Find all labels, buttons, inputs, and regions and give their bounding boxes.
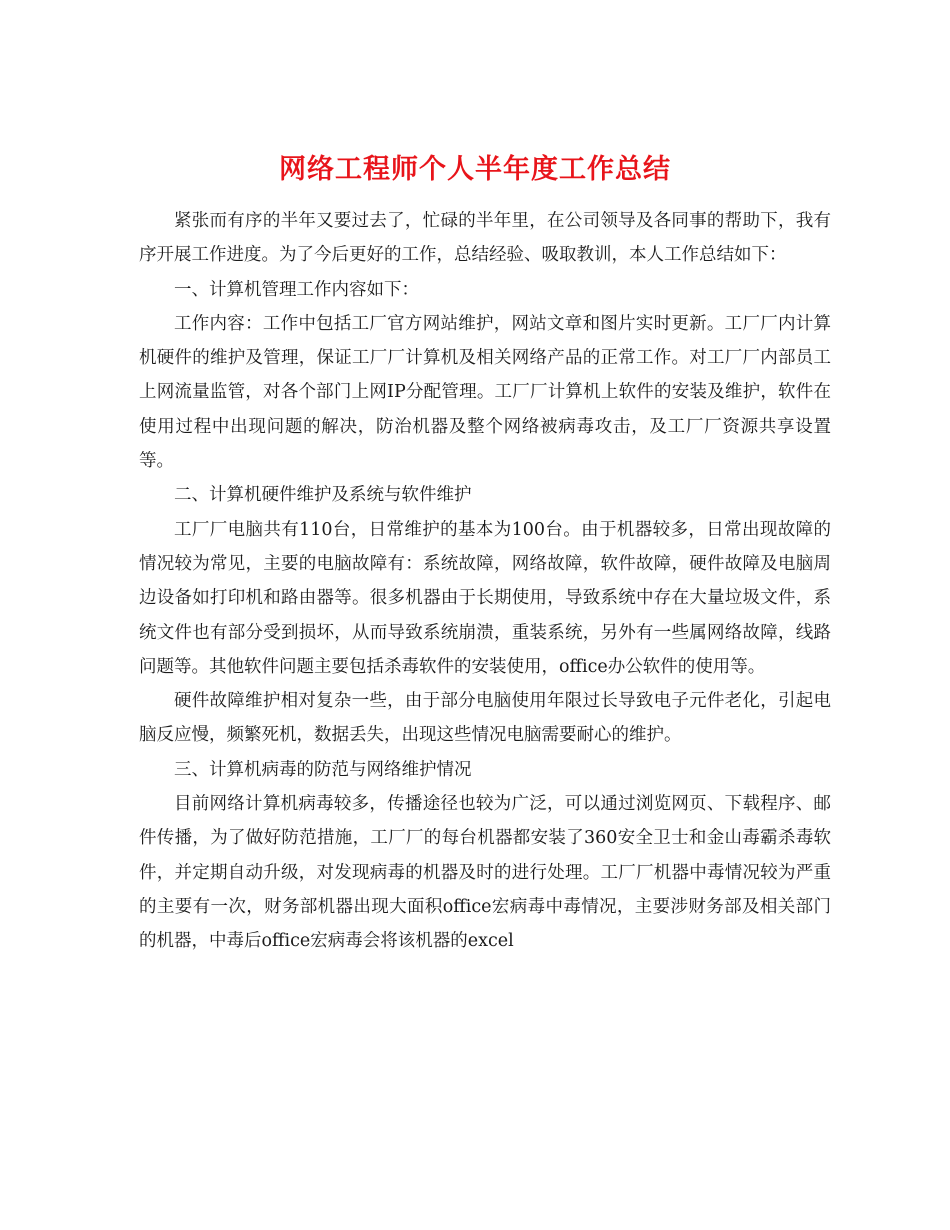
paragraph-hardware-faults: 硬件故障维护相对复杂一些，由于部分电脑使用年限过长导致电子元件老化，引起电脑反应慢，频繁死机，数据丢失，出现这些情况电脑需要耐心的维护。 bbox=[139, 691, 831, 746]
paragraph-virus-prevention: 目前网络计算机病毒较多，传播途径也较为广泛，可以通过浏览网页、下载程序、邮件传播，为了做好防范措施，工厂厂的每台机器都安装了360安全卫士和金山毒霸杀毒软件，并定期自动升级，对发现病毒的机器及时的进行处理。工厂厂机器中毒情况较为严重的主要有一次，财务部机器出现大面积office宏病毒中毒情况，主要涉财务部及相关部门的机器，中毒后office宏病毒会将该机器的excel bbox=[139, 794, 831, 952]
paragraph-intro: 紧张而有序的半年又要过去了，忙碌的半年里，在公司领导及各同事的帮助下，我有序开展工作进度。为了今后更好的工作，总结经验、吸取教训，本人工作总结如下： bbox=[139, 211, 831, 266]
section-heading-3: 三、计算机病毒的防范与网络维护情况 bbox=[174, 759, 472, 780]
section-heading-1: 一、计算机管理工作内容如下： bbox=[174, 279, 419, 300]
document-body bbox=[139, 204, 831, 959]
paragraph-work-content: 工作内容：工作中包括工厂官方网站维护，网站文章和图片实时更新。工厂厂内计算机硬件的维护及管理，保证工厂厂计算机及相关网络产品的正常工作。对工厂厂内部员工上网流量监管，对各个部门上网IP分配管理。工厂厂计算机上软件的安装及维护，软件在使用过程中出现问题的解决，防治机器及整个网络被病毒攻击，及工厂厂资源共享设置等。 bbox=[139, 313, 831, 472]
paragraph-hardware-maintenance: 工厂厂电脑共有110台，日常维护的基本为100台。由于机器较多，日常出现故障的情况较为常见，主要的电脑故障有：系统故障，网络故障，软件故障，硬件故障及电脑周边设备如打印机和路由器等。很多机器由于长期使用，导致系统中存在大量垃圾文件，系统文件也有部分受到损坏，从而导致系统崩溃，重装系统，另外有一些属网络故障，线路问题等。其他软件问题主要包括杀毒软件的安装使用，office办公软件的使用等。 bbox=[139, 519, 831, 677]
section-heading-2: 二、计算机硬件维护及系统与软件维护 bbox=[174, 485, 472, 506]
document-title: 网络工程师个人半年度工作总结 bbox=[279, 154, 671, 186]
